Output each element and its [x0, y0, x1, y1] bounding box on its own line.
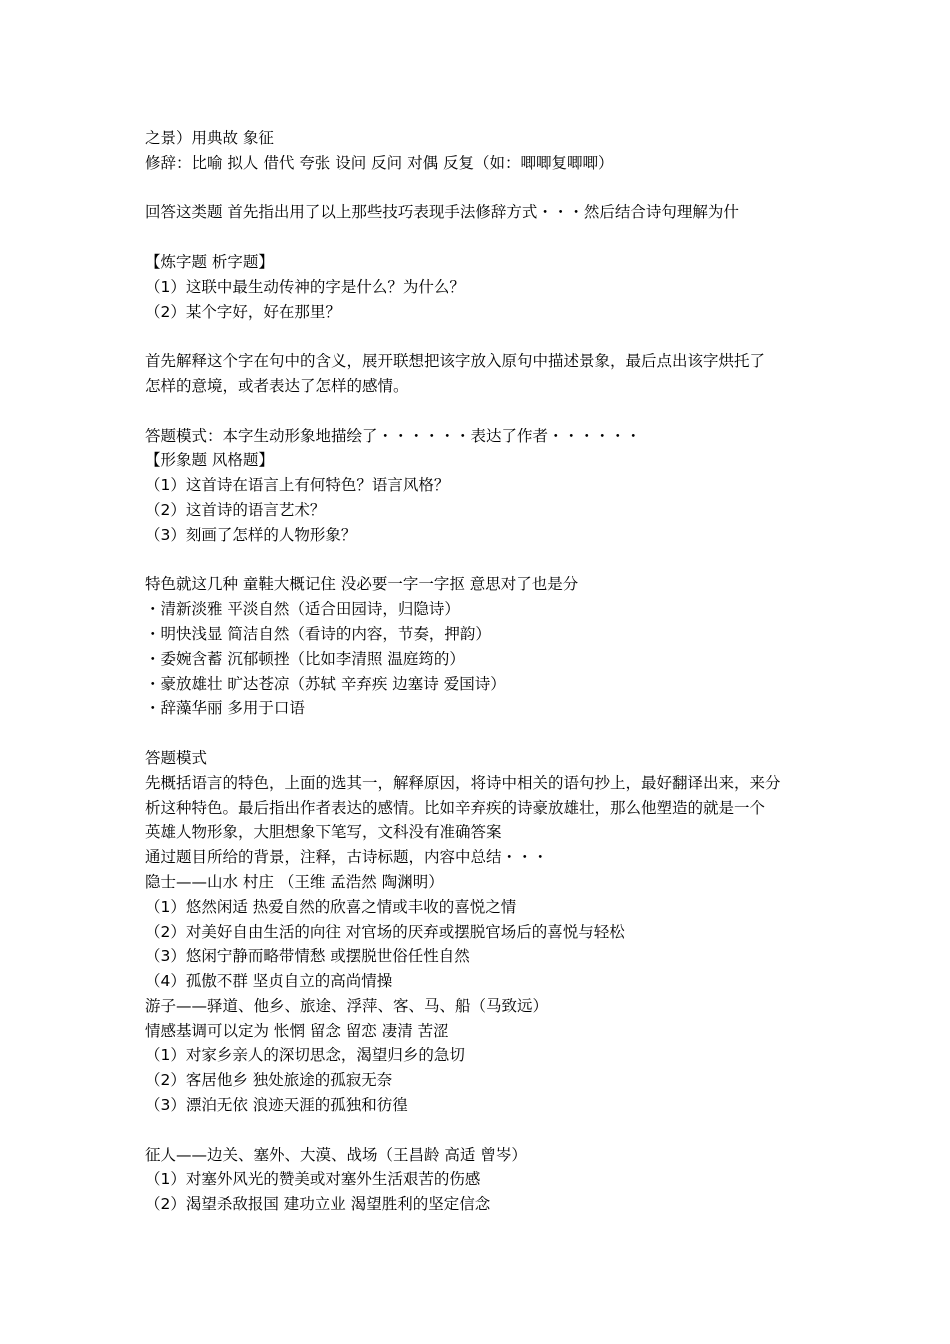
text-line: （2）某个字好，好在那里？ [145, 302, 341, 321]
text-line: （1）这首诗在语言上有何特色？语言风格？ [145, 476, 450, 495]
list-item: ・清新淡雅 平淡自然（适合田园诗，归隐诗） [145, 600, 460, 619]
text-line: 征人——边关、塞外、大漠、战场（王昌龄 高适 曾岑） [145, 1145, 527, 1164]
blank-line [145, 176, 825, 201]
text-line: （4）孤傲不群 坚贞自立的高尚情操 [145, 972, 393, 991]
text-line: 修辞：比喻 拟人 借代 夸张 设问 反问 对偶 反复（如：唧唧复唧唧） [145, 153, 614, 172]
text-line: 答题模式 [145, 748, 208, 767]
text-line: （1）这联中最生动传神的字是什么？为什么？ [145, 277, 465, 296]
text-line: （2）渴望杀敌报国 建功立业 渴望胜利的坚定信念 [145, 1195, 491, 1214]
list-item: ・明快浅显 简洁自然（看诗的内容，节奏，押韵） [145, 624, 491, 643]
text-line: 回答这类题 首先指出用了以上那些技巧表现手法修辞方式・・・然后结合诗句理解为什 [145, 203, 739, 222]
text-line: （3）刻画了怎样的人物形象？ [145, 525, 357, 544]
text-line: 怎样的意境，或者表达了怎样的感情。 [145, 376, 409, 395]
text-line: 首先解释这个字在句中的含义，展开联想把该字放入原句中描述景象，最后点出该字烘托了 [145, 352, 766, 371]
text-line: 特色就这几种 童鞋大概记住 没必要一字一字抠 意思对了也是分 [145, 575, 579, 594]
document-body [145, 126, 825, 1217]
text-line: （1）对塞外风光的赞美或对塞外生活艰苦的伤感 [145, 1170, 481, 1189]
list-item: ・豪放雄壮 旷达苍凉（苏轼 辛弃疾 边塞诗 爱国诗） [145, 674, 506, 693]
blank-line [145, 1118, 825, 1143]
text-line: （2）客居他乡 独处旅途的孤寂无奈 [145, 1071, 393, 1090]
text-line: （3）漂泊无依 浪迹天涯的孤独和彷徨 [145, 1096, 408, 1115]
text-line: 通过题目所给的背景，注释，古诗标题，内容中总结・・・ [145, 848, 549, 867]
text-line: 隐士——山水 村庄 （王维 孟浩然 陶渊明） [145, 872, 444, 891]
text-line: （2）对美好自由生活的向往 对官场的厌弃或摆脱官场后的喜悦与轻松 [145, 922, 625, 941]
blank-line [145, 225, 825, 250]
text-line: 情感基调可以定为 怅惘 留念 留恋 凄清 苦涩 [145, 1021, 449, 1040]
text-line: （2）这首诗的语言艺术？ [145, 500, 326, 519]
blank-line [145, 324, 825, 349]
text-line: （1）对家乡亲人的深切思念，渴望归乡的急切 [145, 1046, 465, 1065]
text-line: 之景）用典故 象征 [145, 129, 274, 147]
section-heading: 【炼字题 析字题】 [145, 252, 274, 271]
blank-line [145, 548, 825, 573]
list-item: ・委婉含蓄 沉郁顿挫（比如李清照 温庭筠的） [145, 649, 465, 668]
list-item: ・辞藻华丽 多用于口语 [145, 699, 305, 718]
blank-line [145, 721, 825, 746]
text-line: 英雄人物形象，大胆想象下笔写，文科没有准确答案 [145, 823, 502, 842]
text-line: 析这种特色。最后指出作者表达的感情。比如辛弃疾的诗豪放雄壮，那么他塑造的就是一个 [145, 798, 766, 817]
text-line: （3）悠闲宁静而略带情愁 或摆脱世俗任性自然 [145, 947, 470, 966]
text-line: 先概括语言的特色，上面的选其一，解释原因，将诗中相关的语句抄上，最好翻译出来，来分 [145, 773, 781, 792]
text-line: （1）悠然闲适 热爱自然的欣喜之情或丰收的喜悦之情 [145, 897, 517, 916]
blank-line [145, 399, 825, 424]
text-line: 答题模式：本字生动形象地描绘了・・・・・・表达了作者・・・・・・ [145, 426, 642, 445]
section-heading: 【形象题 风格题】 [145, 451, 274, 470]
text-line: 游子——驿道、他乡、旅途、浮萍、客、马、船（马致远） [145, 996, 549, 1015]
